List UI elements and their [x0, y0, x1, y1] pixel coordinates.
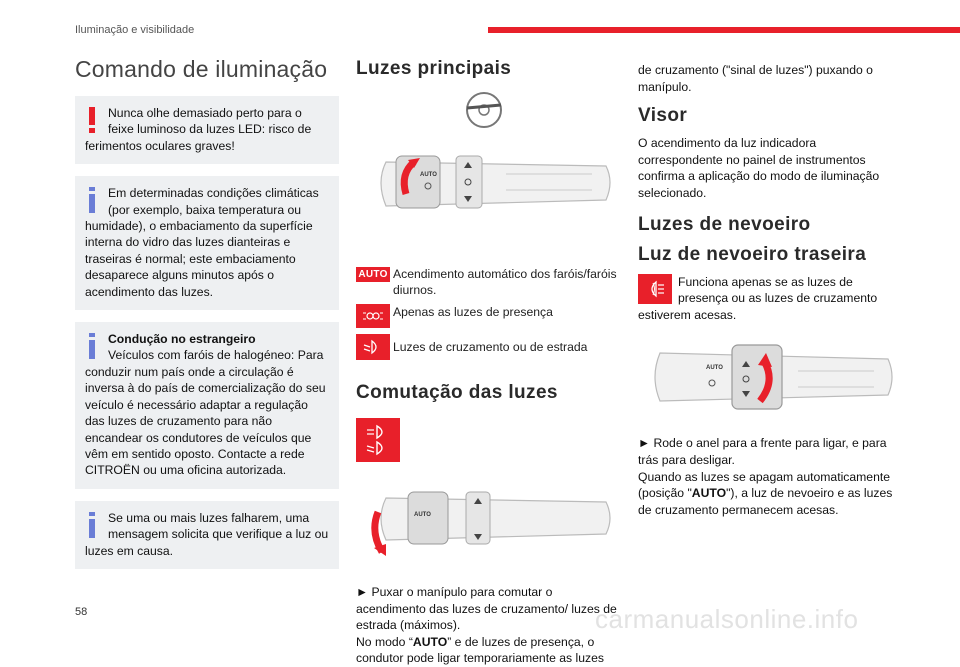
info-text-failure: Se uma ou mais luzes falharem, uma mensagem solicita que verifique a luz ou luzes em causa. [85, 510, 329, 558]
position-lights-icon [356, 304, 390, 328]
legend-text-lowbeam: Luzes de cruzamento ou de estrada [393, 340, 588, 354]
legend-row-lowbeam [356, 334, 620, 360]
column-middle [356, 56, 620, 667]
rear-fog-condition [638, 274, 900, 324]
rear-fog-icon [638, 274, 672, 304]
auto-badge-label: AUTO [358, 268, 388, 280]
column-right [638, 62, 900, 518]
auto-mode-bold: AUTO [412, 634, 448, 649]
heading-visor: Visor [638, 105, 688, 127]
legend-text-auto: Acendimento automático dos faróis/faróis diurnos. [393, 267, 617, 297]
stalk-auto-label: AUTO [420, 172, 437, 178]
warning-text: Nunca olhe demasiado perto para o feixe luminoso da luzes LED: risco de ferimentos oculares graves! [85, 106, 312, 153]
fog-ring-drawing [638, 339, 900, 415]
auto-off-suffix: "), a luz de nevoeiro e as luzes de cruzamento permanecem acesas. [638, 486, 893, 517]
instruction-marker: ► [356, 585, 369, 599]
heading-main-lights: Luzes principais [356, 58, 512, 79]
legend-row-position [356, 304, 620, 328]
low-beam-icon [356, 334, 390, 360]
switching-instructions [356, 584, 620, 667]
lighting-stalk-drawing [356, 134, 620, 224]
visor-text: O acendimento da luz indicadora correspondente no painel de instrumentos confirma a aplicação do modo de iluminação selecionado. [638, 136, 880, 200]
legend-row-auto [356, 266, 620, 298]
watermark: carmanualsonline.info [595, 604, 859, 634]
rear-fog-text: Funciona apenas se as luzes de presença ou as luzes de cruzamento estiverem acesas. [638, 274, 878, 322]
continuation-text: de cruzamento ("sinal de luzes") puxando o manípulo. [638, 63, 873, 94]
auto-mode-suffix: ” e de luzes de presença, o condutor pode ligar temporariamente as luzes [356, 634, 604, 666]
warning-note [75, 96, 339, 164]
info-note-abroad [75, 322, 339, 489]
info-text-abroad: Veículos com faróis de halogéneo: Para conduzir num país onde a circulação é inversa à do país de comercialização do seu veículo é necessário adaptar a regulação das luzes de cruzamento para não encandear os condutores de veículos que vêm em sentido oposto. Contacte a rede CITROËN ou uma oficina autorizada. [85, 348, 326, 478]
rotate-marker: ► [638, 436, 651, 451]
fog-stalk-auto-label: AUTO [706, 365, 723, 372]
instruction-text: Puxar o manípulo para comutar o acendimento das luzes de cruzamento/ luzes de estrada (máximos). [356, 585, 617, 633]
light-mode-legend [356, 266, 620, 360]
info-note-fogging [75, 176, 339, 310]
stalk-pull-illustration [356, 476, 620, 558]
header-accent-bar [488, 27, 960, 33]
fog-ring-illustration [638, 339, 900, 415]
page-title: Comando de iluminação [75, 56, 328, 82]
beam-switch-icon [356, 418, 400, 462]
heading-switching-lights: Comutação das luzes [356, 382, 558, 403]
lighting-stalk-illustration [356, 134, 620, 224]
auto-mode-prefix: No modo “ [356, 634, 413, 649]
stalk-pull-drawing [356, 476, 620, 558]
column-left [75, 56, 339, 581]
page-number: 58 [75, 606, 88, 618]
auto-off-bold: AUTO [691, 486, 727, 501]
fog-instructions [638, 435, 900, 518]
steering-wheel-icon [356, 88, 620, 130]
info-icon [85, 186, 99, 214]
legend-text-position: Apenas as luzes de presença [393, 305, 553, 319]
auto-badge-icon [356, 267, 390, 282]
auto-off-prefix: Quando as luzes se apagam automaticamente (posição " [638, 469, 891, 501]
info-icon [85, 511, 99, 539]
info-icon [85, 332, 99, 360]
info-note-failure [75, 501, 339, 569]
page-header-title: Iluminação e visibilidade [75, 24, 195, 36]
warning-exclamation-icon [85, 106, 99, 134]
heading-rear-fog-light: Luz de nevoeiro traseira [638, 243, 867, 265]
heading-fog-lights: Luzes de nevoeiro [638, 213, 811, 235]
info-text-fogging: Em determinadas condições climáticas (por exemplo, baixa temperatura ou humidade), o embaciamento da superfície interna do vidro das luzes dianteiras e traseiras é normal; este embaciamento desaparece alguns minutos após o acendimento das luzes. [85, 186, 319, 299]
rotate-text: Rode o anel para a frente para ligar, e para trás para desligar. [638, 436, 887, 467]
info-title-abroad: Condução no estrangeiro [108, 332, 256, 347]
stalk-pull-auto-label: AUTO [414, 512, 431, 518]
